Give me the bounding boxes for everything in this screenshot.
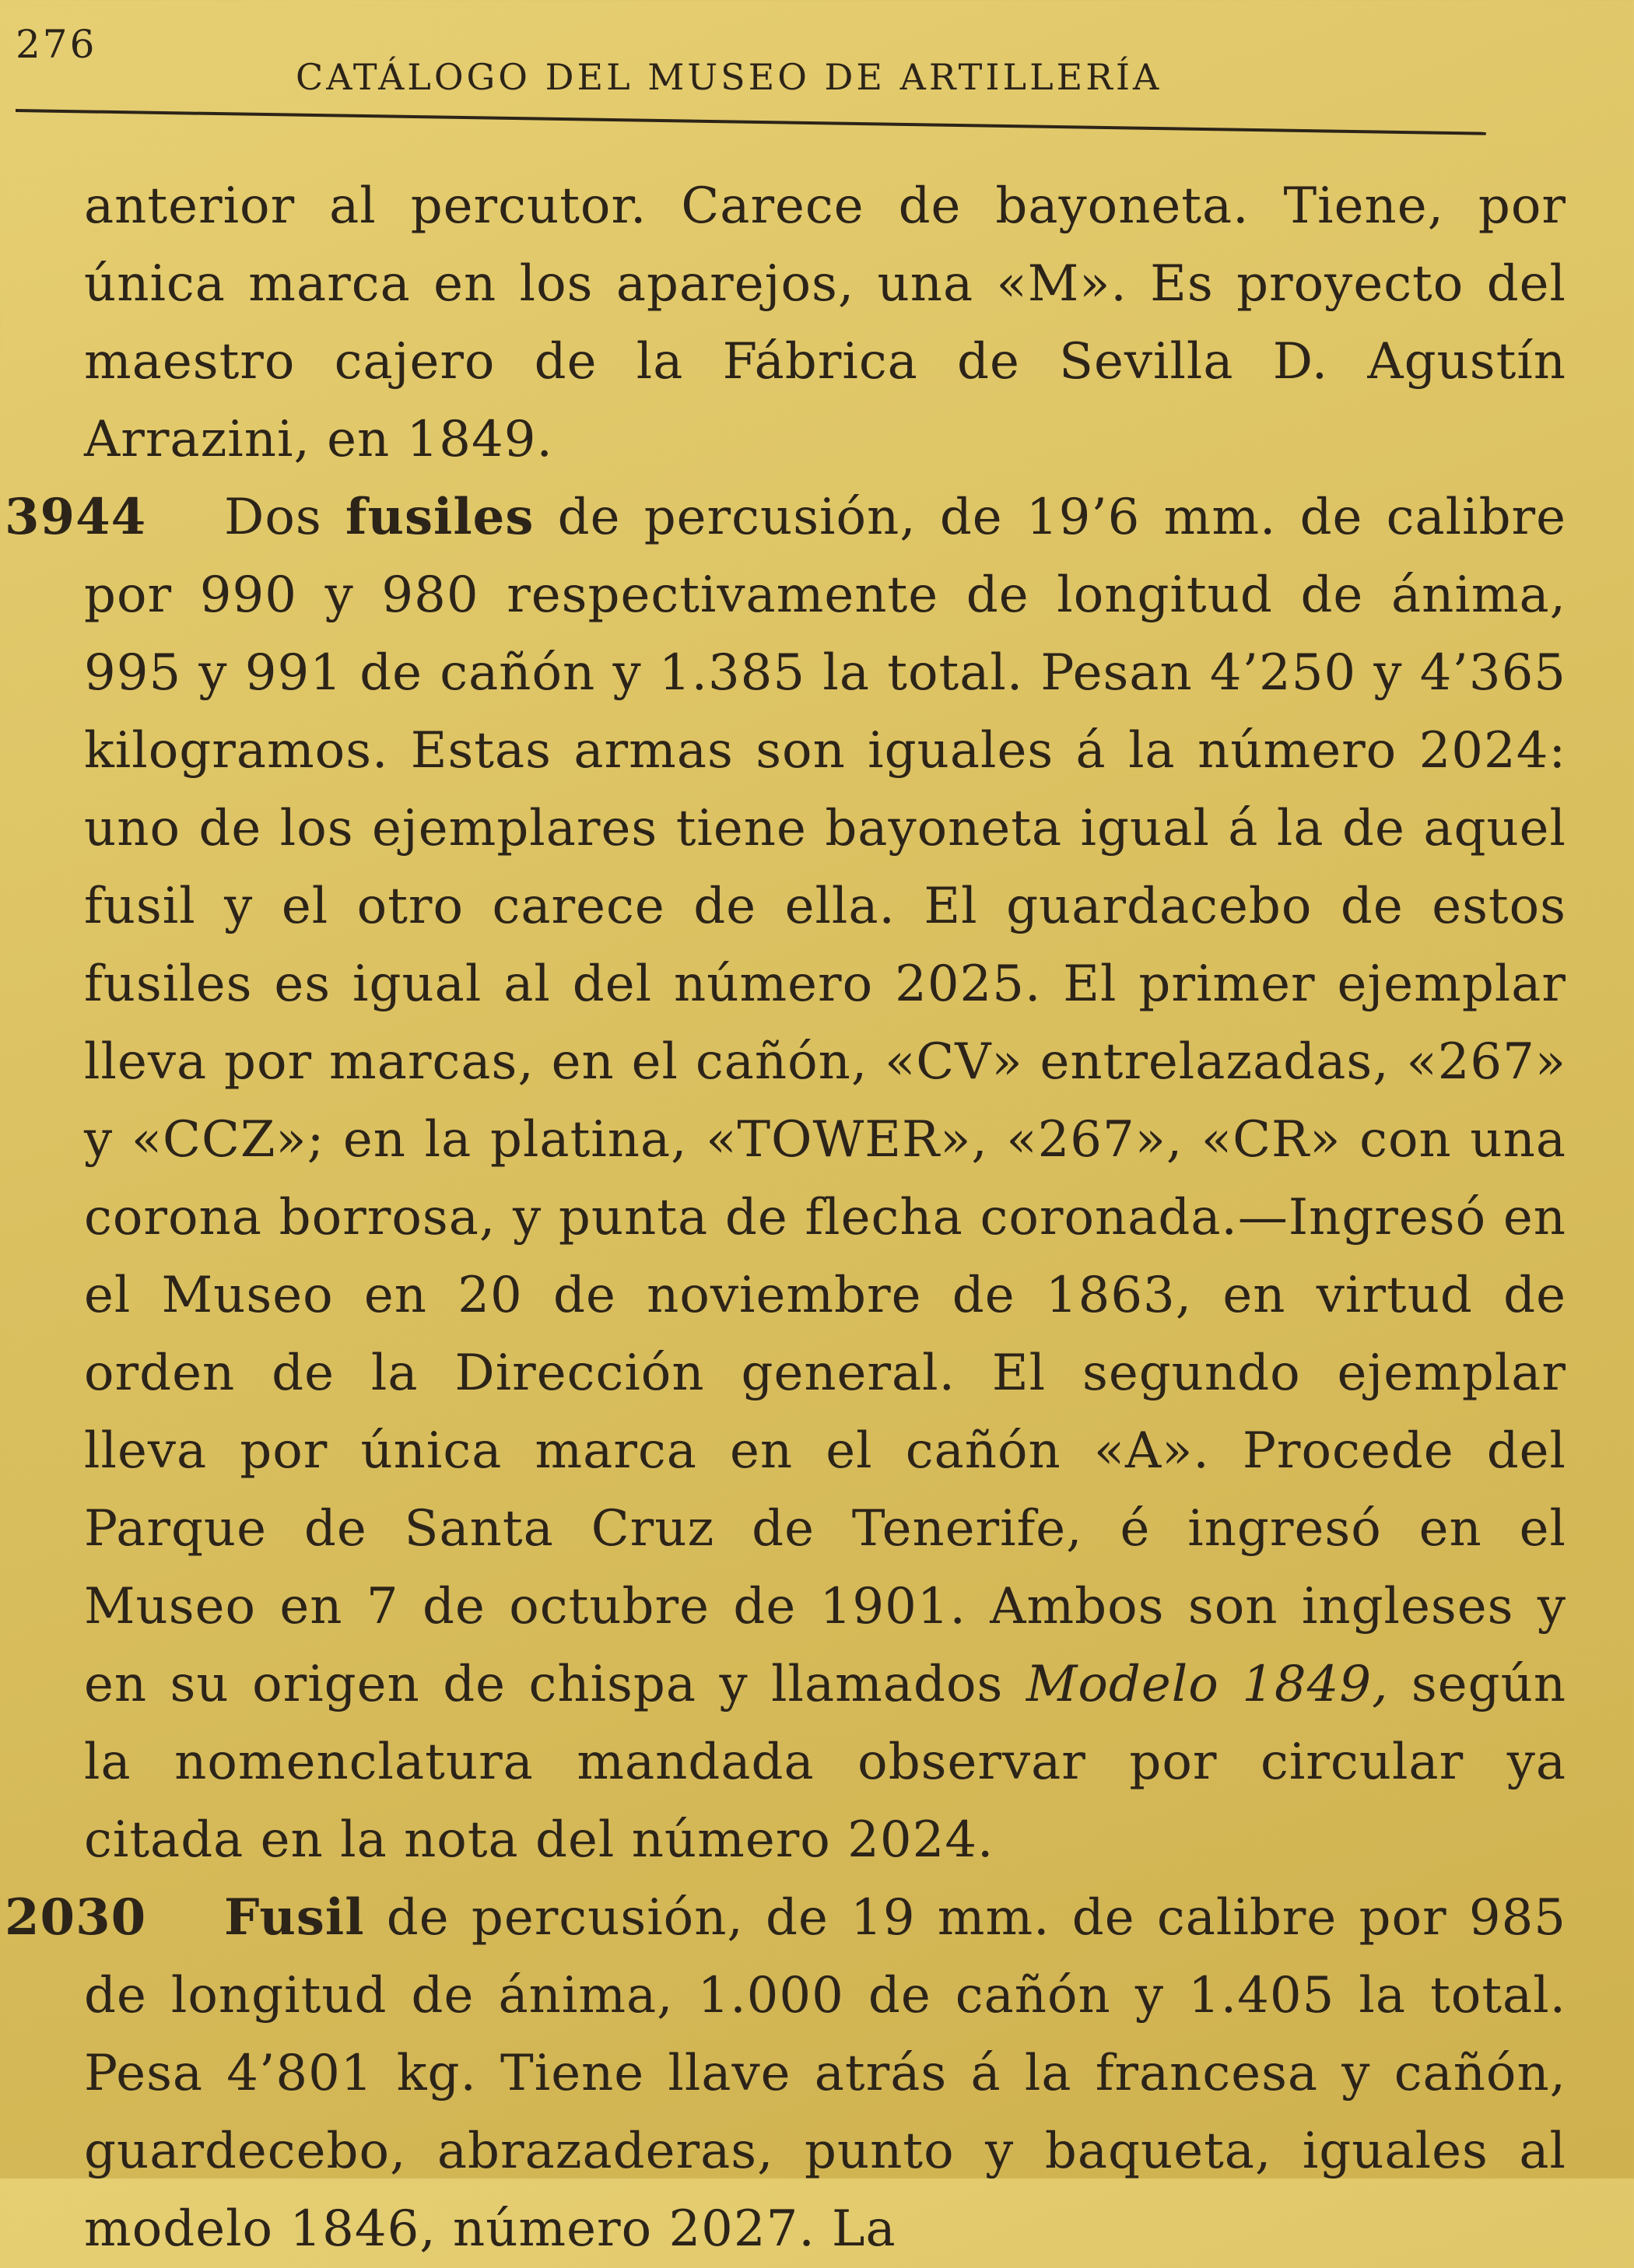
entry-text-continued: según la nomenclatura mandada observar por circular ya citada en la nota del número 2024.: [84, 1656, 1567, 1869]
running-title: CATÁLOGO DEL MUSEO DE ARTILLERÍA: [296, 56, 1162, 98]
header-rule: [16, 109, 1486, 135]
entry-text: de percusión, de 19’6 mm. de calibre por 990 y 980 respectivamente de longitud de ánima, 995 y 991 de cañón y 1.385 la total. Pesan 4’250 y 4’365 kilogramos. Estas armas son iguales á la número 2024: uno de los ejemplares tiene bayoneta igual á la de aquel fusil y el otro carece de ella. El guardacebo de estos fusiles es igual al del número 2025. El primer ejemplar lleva por marcas, en el cañón, «CV» entrelazadas, «267» y «CCZ»; en la platina, «TOWER», «267», «CR» con una corona borrosa, y punta de flecha coronada.—Ingresó en el Museo en 20 de noviembre de 1863, en virtud de orden de la Dirección general. El segundo ejemplar lleva por única marca en el cañón «A». Procede del Parque de Santa Cruz de Tenerife, é ingresó en el Museo en 7 de octubre de 1901. Ambos son ingleses y en su origen de chispa y llamados: [84, 489, 1567, 1713]
page-number: 276: [16, 22, 97, 67]
entry-number: 2030: [5, 1888, 147, 1947]
model-name: Modelo 1849,: [1026, 1656, 1389, 1713]
continuation-text: anterior al percutor. Carece de bayoneta. Tiene, por única marca en los aparejos, una «M». Es proyecto del maestro cajero de la Fábrica de Sevilla D. Agustín Arrazini, en 1849.: [84, 177, 1566, 468]
catalog-entry-3944: [5, 478, 1567, 1879]
entry-intro: Dos: [224, 489, 322, 546]
entry-text: de percusión, de 19 mm. de calibre por 985 de longitud de ánima, 1.000 de cañón y 1.405 la total. Pesa 4’801 kg. Tiene llave atrás á la francesa y cañón, guardecebo, abrazaderas, punto y baqueta, iguales al modelo 1846, número 2027. La: [84, 1889, 1567, 2258]
entry-keyword: fusiles: [345, 488, 535, 546]
entry-keyword: Fusil: [224, 1888, 365, 1947]
catalog-entry-2030: [5, 1879, 1567, 2268]
body-text: [5, 167, 1567, 2268]
entry-number: 3944: [5, 488, 147, 546]
running-head: [16, 22, 1494, 115]
continuation-paragraph: [84, 167, 1566, 478]
entry-body: [84, 1889, 1566, 2258]
entry-body: [84, 489, 1566, 1869]
